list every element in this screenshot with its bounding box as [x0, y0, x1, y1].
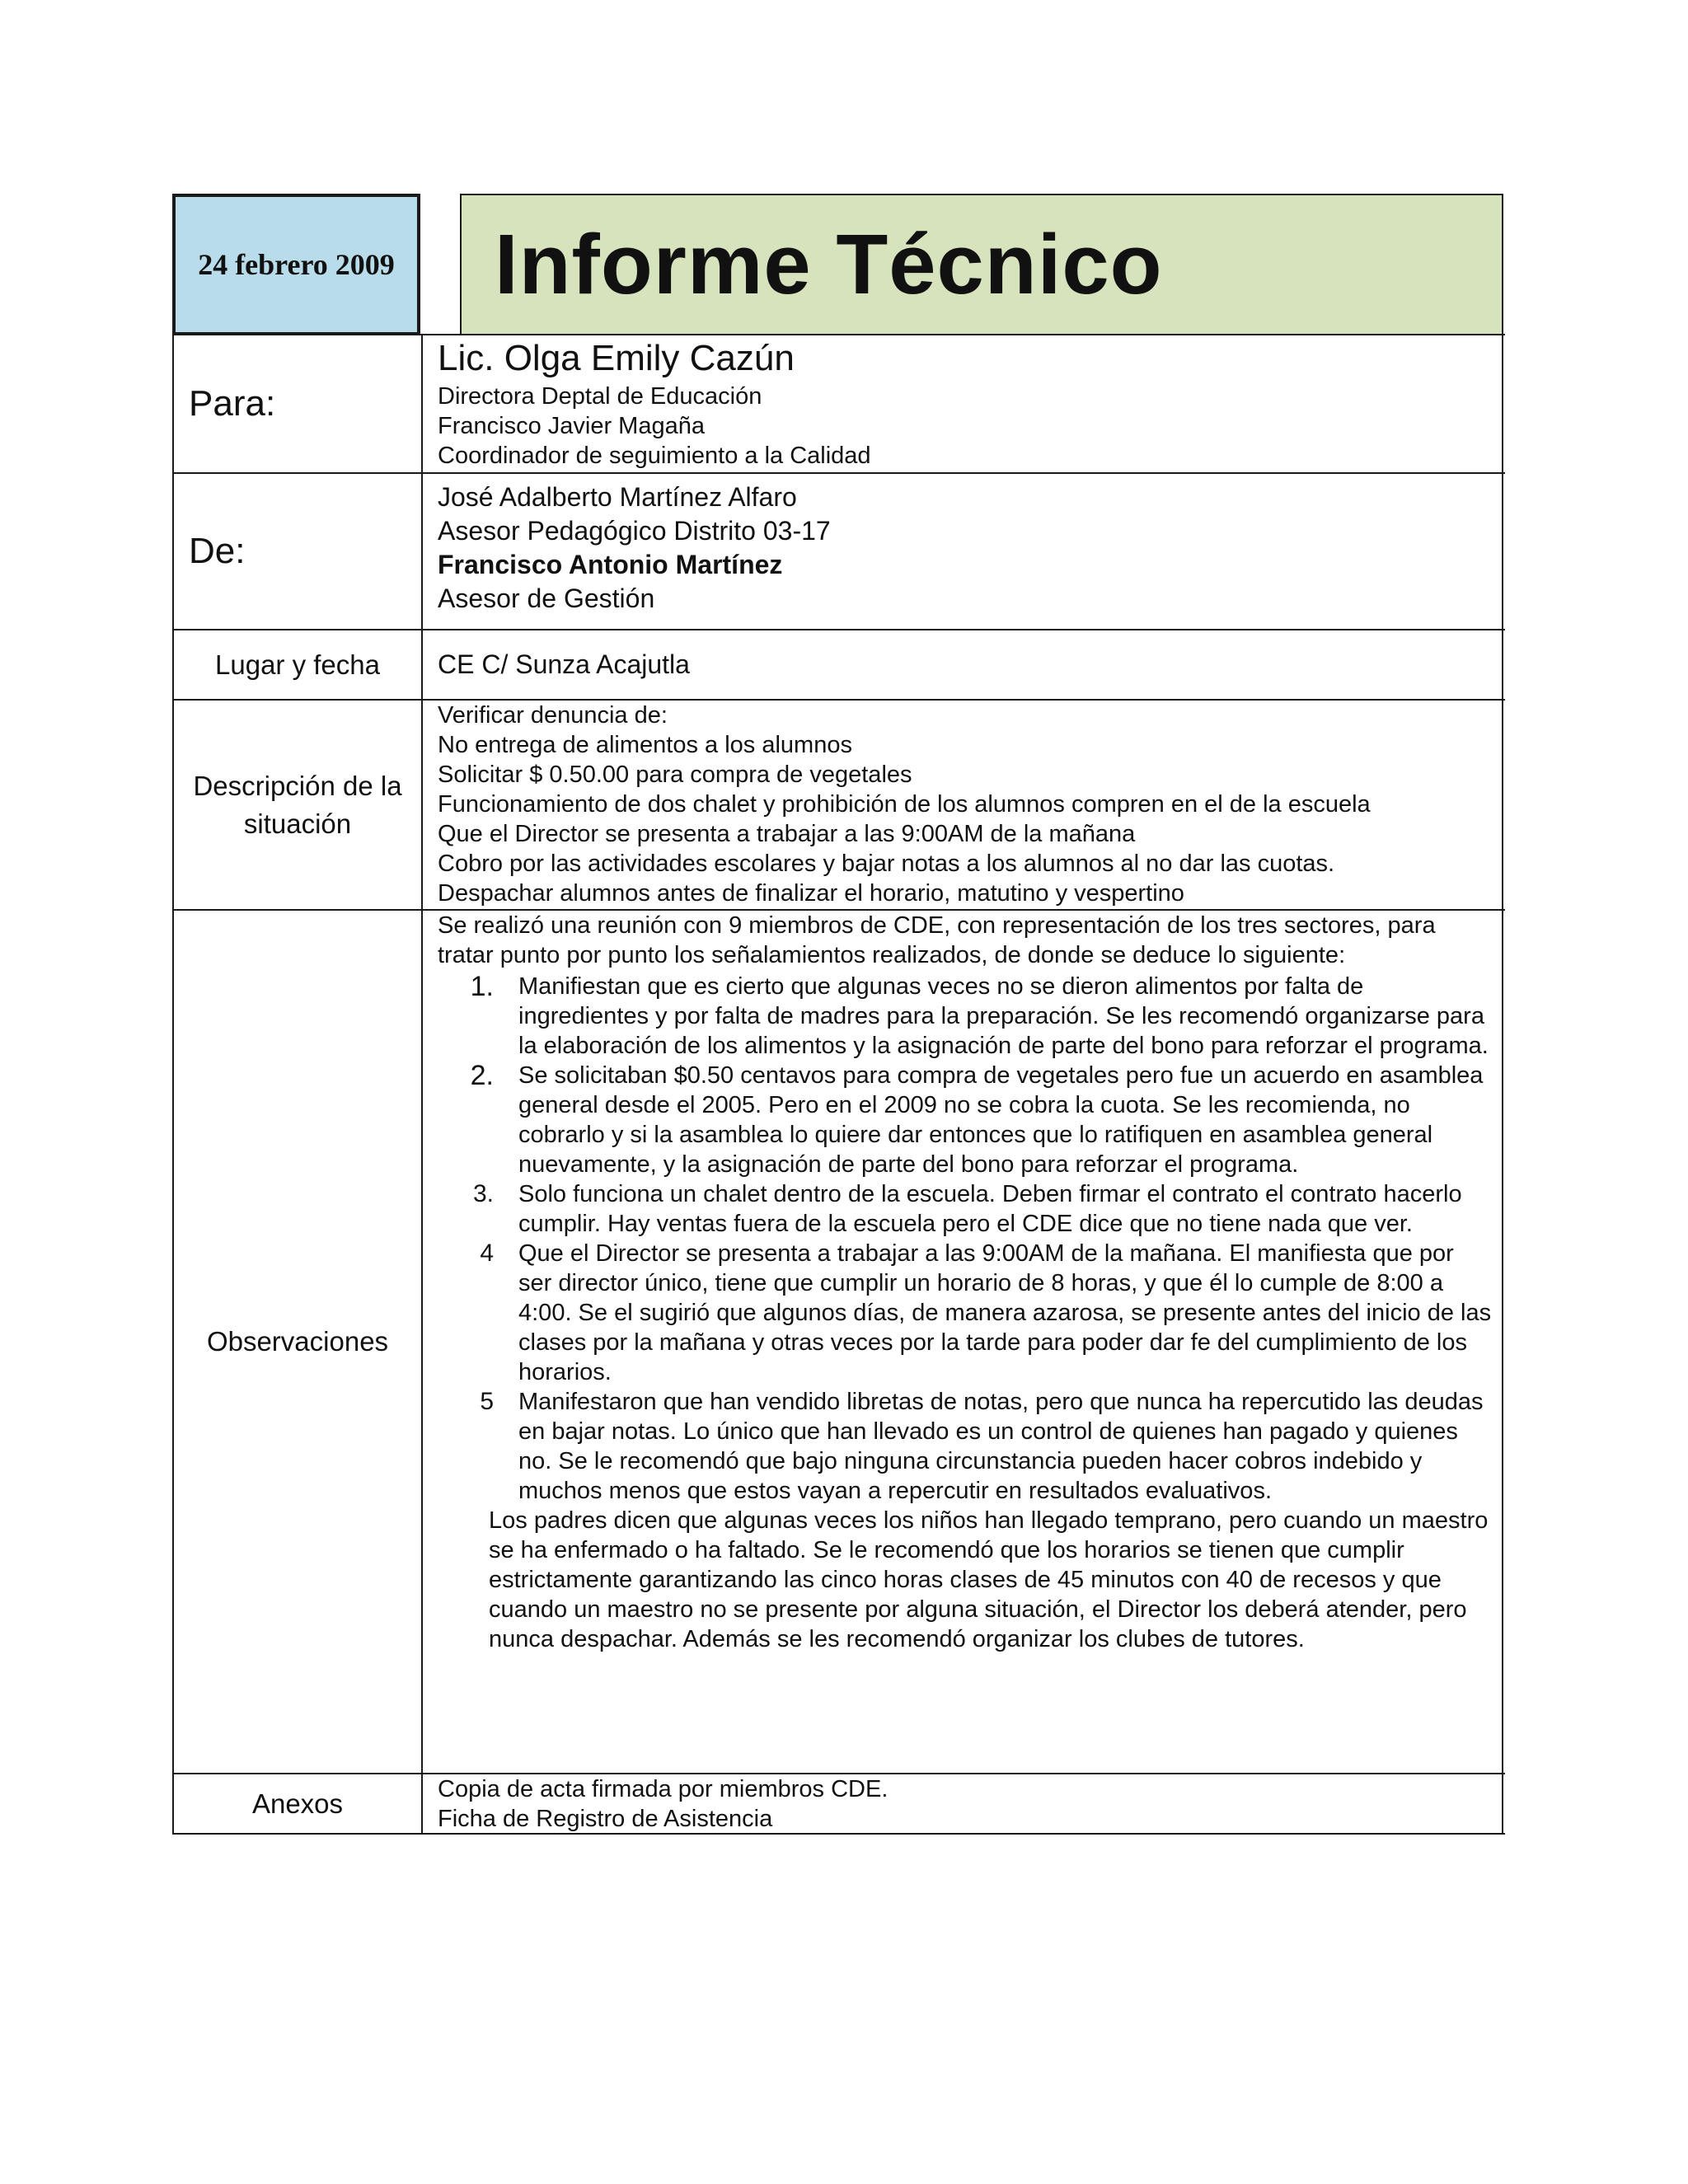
- descripcion-line: Funcionamiento de dos chalet y prohibición de los alumnos compren en el de la escuela: [438, 791, 1371, 818]
- de-line: Asesor de Gestión: [438, 583, 655, 613]
- list-item: [438, 1239, 1492, 1387]
- report-title: Informe Técnico: [460, 194, 1503, 335]
- de-label: De:: [174, 472, 423, 629]
- list-item: [438, 1387, 1492, 1506]
- observaciones-closing: Los padres dicen que algunas veces los niños han llegado temprano, pero cuando un maestro se ha enfermado o ha faltado. Se le recomendó que los horarios se tienen que cumplir estrictamente garantizando las cinco horas clases de 45 minutos con 40 de recesos y que cuando un maestro no se presente por alguna situación, el Director los deberá atender, pero nunca despachar. Además se les recomendó organizar los clubes de tutores.: [489, 1507, 1489, 1652]
- de-line: José Adalberto Martínez Alfaro: [438, 482, 797, 512]
- observaciones-label: Observaciones: [174, 909, 423, 1773]
- descripcion-line: Que el Director se presenta a trabajar a las 9:00AM de la mañana: [438, 821, 1136, 847]
- item-text: Que el Director se presenta a trabajar a las 9:00AM de la mañana. El manifiesta que por ser director único, tiene que cumplir un horario de 8 horas, y que él lo cumple de 8:00 a 4:00. Se el sugirió que algunos días, de manera azarosa, se presente antes del inicio de las clases por la mañana y otras veces por la tarde para poder dar fe del cumplimiento de los horarios.: [518, 1240, 1492, 1385]
- de-line: Asesor Pedagógico Distrito 03-17: [438, 516, 831, 546]
- item-text: Manifestaron que han vendido libretas de notas, pero que nunca ha repercutido las deudas en bajar notas. Lo único que han llevado es un control de quienes han pagado y quienes no. Se le recomendó que bajo ninguna circunstancia pueden hacer cobros indebido y muchos menos que estos vayan a repercutir en resultados evaluativos.: [518, 1389, 1484, 1504]
- descripcion-label: Descripción de la situación: [174, 699, 423, 909]
- item-text: Se solicitaban $0.50 centavos para compra de vegetales pero fue un acuerdo en asamblea general desde el 2005. Pero en el 2009 no se cobra la cuota. Se les recomienda, no cobrarlo y si la asamblea lo quiere dar entonces que lo ratifiquen en asamblea general nuevamente, y la asignación de parte del bono para reforzar el programa.: [518, 1062, 1484, 1178]
- report-date: 24 febrero 2009: [172, 194, 420, 335]
- item-number: 5: [480, 1388, 494, 1415]
- para-line: Directora Deptal de Educación: [438, 383, 762, 410]
- descripcion-line: Despachar alumnos antes de finalizar el horario, matutino y vespertino: [438, 880, 1184, 907]
- anexos-line: Ficha de Registro de Asistencia: [438, 1806, 773, 1832]
- lugar-label: Lugar y fecha: [174, 629, 423, 699]
- list-item: [438, 972, 1492, 1061]
- descripcion-line: No entrega de alimentos a los alumnos: [438, 732, 852, 758]
- para-name: Lic. Olga Emily Cazún: [438, 338, 795, 378]
- descripcion-line: Verificar denuncia de:: [438, 702, 668, 729]
- list-item: [438, 1061, 1492, 1179]
- item-text: Manifiestan que es cierto que algunas veces no se dieron alimentos por falta de ingredientes y por falta de madres para la preparación. Se les recomendó organizarse para la elaboración de los alimentos y la asignación de parte del bono para reforzar el programa.: [518, 973, 1489, 1059]
- descripcion-line: Solicitar $ 0.50.00 para compra de vegetales: [438, 762, 912, 788]
- lugar-value: CE C/ Sunza Acajutla: [423, 629, 1505, 699]
- para-content: [423, 334, 1505, 472]
- observaciones-content: [423, 909, 1505, 1773]
- de-line-bold: Francisco Antonio Martínez: [438, 550, 783, 579]
- report-table: [172, 334, 1503, 1835]
- para-line: Coordinador de seguimiento a la Calidad: [438, 443, 871, 469]
- anexos-label: Anexos: [174, 1773, 423, 1835]
- item-number: 4: [480, 1240, 494, 1267]
- para-label: Para:: [174, 334, 423, 472]
- anexos-content: [423, 1773, 1505, 1835]
- anexos-line: Copia de acta firmada por miembros CDE.: [438, 1776, 889, 1802]
- observaciones-list: [438, 972, 1492, 1506]
- descripcion-content: [423, 699, 1505, 909]
- item-number: 3.: [472, 1180, 494, 1207]
- list-item: [438, 1179, 1492, 1239]
- de-content: [423, 472, 1505, 629]
- para-line: Francisco Javier Magaña: [438, 413, 705, 439]
- item-number: 2.: [470, 1060, 494, 1091]
- item-number: 1.: [470, 971, 494, 1002]
- descripcion-line: Cobro por las actividades escolares y bajar notas a los alumnos al no dar las cuotas.: [438, 851, 1335, 877]
- observaciones-intro: Se realizó una reunión con 9 miembros de CDE, con representación de los tres sectores, para tratar punto por punto los señalamientos realizados, de donde se deduce lo siguiente:: [438, 912, 1436, 968]
- item-text: Solo funciona un chalet dentro de la escuela. Deben firmar el contrato el contrato hacerlo cumplir. Hay ventas fuera de la escuela pero el CDE dice que no tiene nada que ver.: [518, 1181, 1462, 1237]
